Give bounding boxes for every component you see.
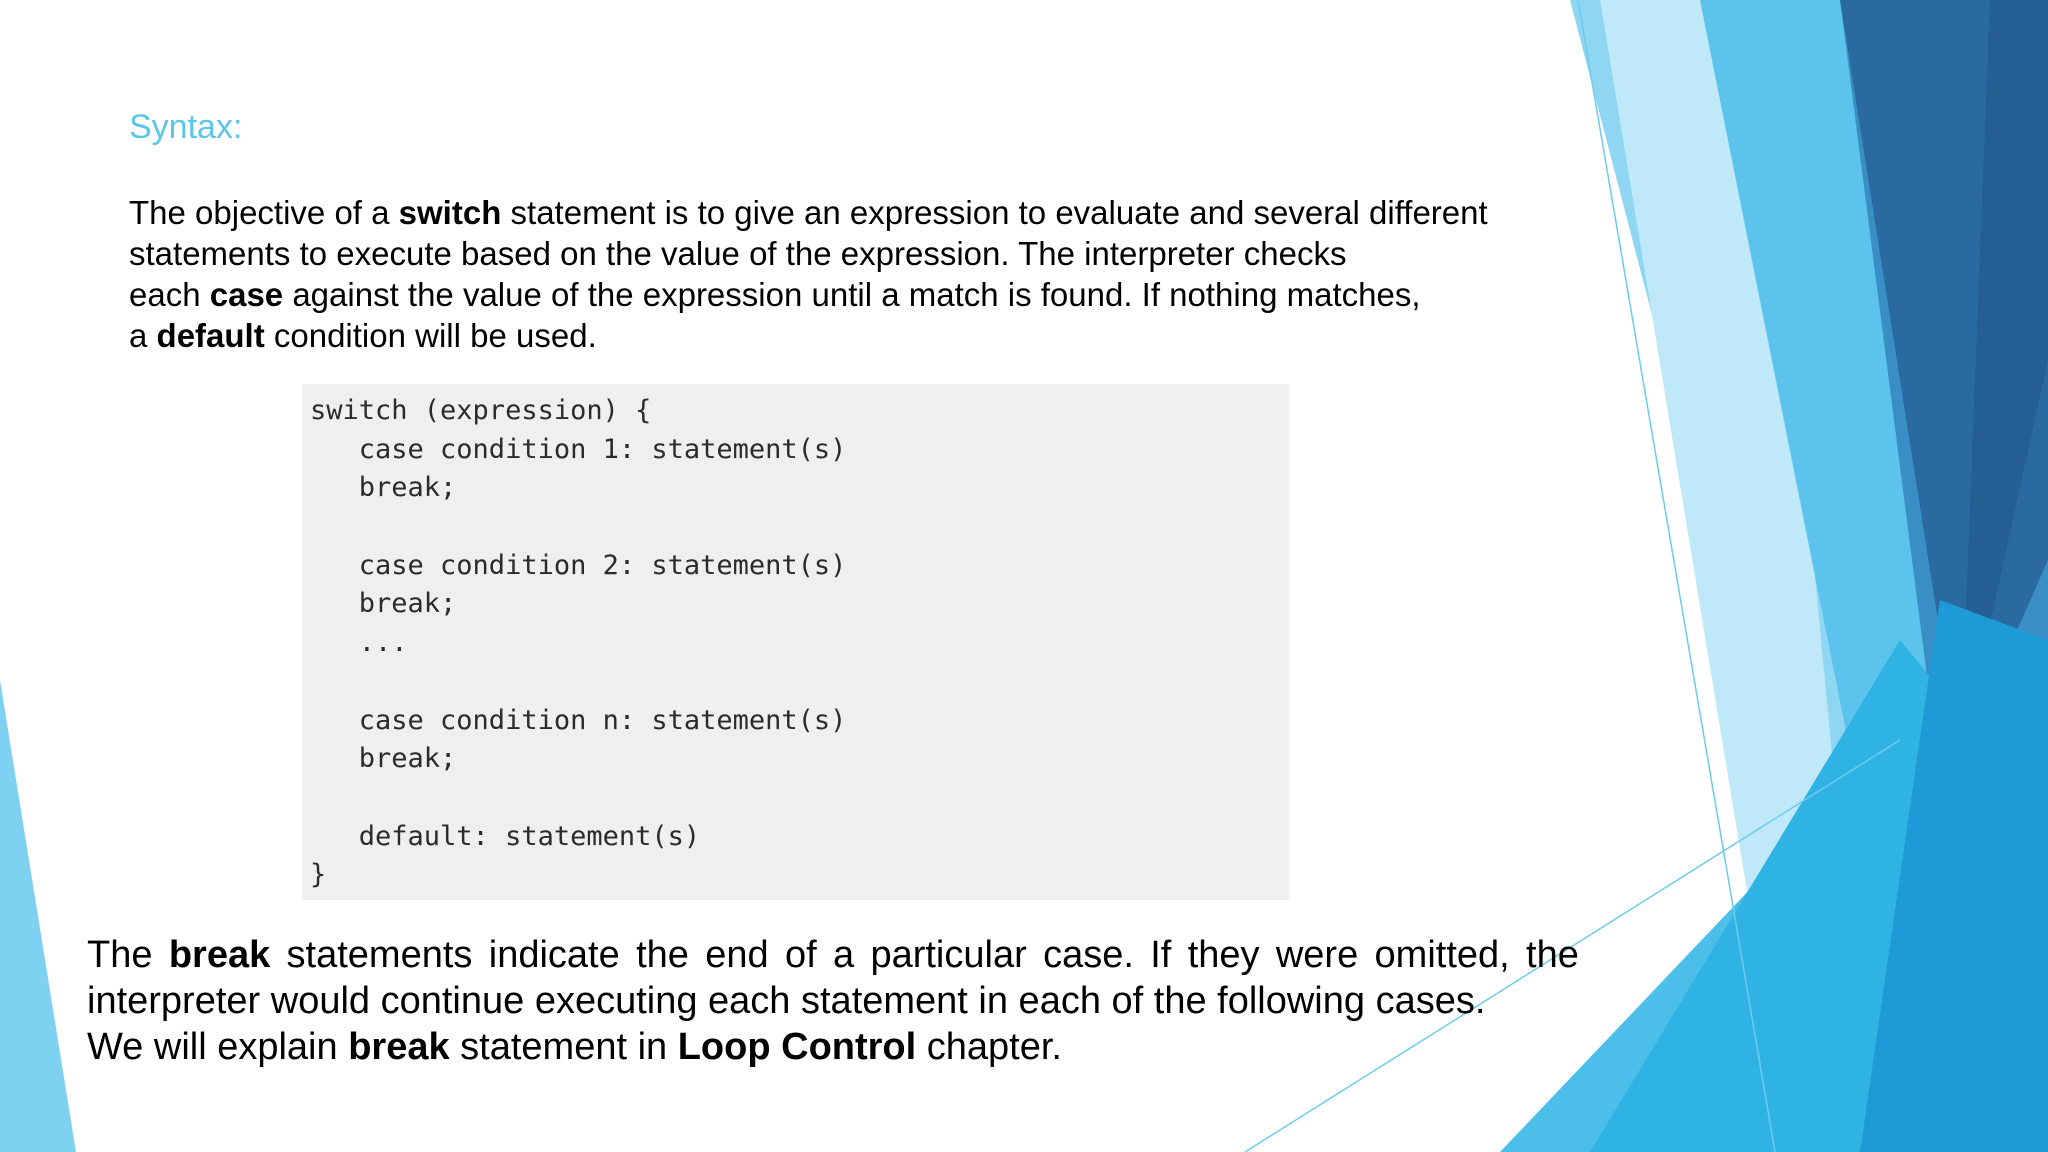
code-block	[302, 384, 1289, 900]
code-line: case condition 2: statement(s)	[310, 549, 847, 581]
code-line	[310, 663, 1289, 702]
intro-text: statement is to give an expression to evaluate and several different	[501, 194, 1488, 231]
keyword-break: break	[348, 1026, 450, 1068]
outro-word: The	[87, 934, 153, 976]
outro-word: the	[1526, 934, 1579, 976]
outro-word: case.	[1043, 934, 1134, 976]
code-line	[310, 508, 1289, 547]
outro-word: the	[636, 934, 689, 976]
keyword-case: case	[209, 276, 284, 313]
outro-word: particular	[870, 934, 1027, 976]
keyword-default: default	[156, 317, 265, 354]
outro-line	[87, 1024, 1579, 1070]
intro-line	[129, 192, 1549, 233]
intro-text: The objective of a	[129, 194, 399, 231]
intro-text: against the value of the expression until a match is found. If nothing matches,	[283, 276, 1421, 313]
intro-line	[129, 274, 1549, 315]
intro-text: condition will be used.	[264, 317, 597, 354]
outro-word: indicate	[488, 934, 620, 976]
code-line: break;	[310, 743, 457, 775]
code-line: default: statement(s)	[310, 820, 701, 852]
outro-text: We will explain	[87, 1026, 349, 1068]
outro-word: end	[705, 934, 769, 976]
intro-text: each	[129, 276, 210, 313]
keyword-switch: switch	[398, 194, 502, 231]
code-line: break;	[310, 472, 457, 504]
code-line: break;	[310, 588, 457, 620]
keyword-loop-control: Loop Control	[677, 1026, 917, 1068]
outro-word: of	[784, 934, 817, 976]
left-accent-shape	[0, 680, 76, 1152]
code-line: ...	[310, 627, 408, 659]
intro-text: a	[129, 317, 157, 354]
outro-line	[87, 932, 1579, 978]
outro-word: statements	[286, 934, 473, 976]
outro-word: If	[1150, 934, 1172, 976]
intro-line	[129, 315, 1549, 356]
code-line: case condition 1: statement(s)	[310, 433, 847, 465]
outro-paragraph	[87, 932, 1579, 1070]
keyword-break: break	[168, 934, 271, 976]
intro-line: statements to execute based on the value of the expression. The interpreter checks	[129, 235, 1347, 272]
code-line: switch (expression) {	[310, 395, 652, 426]
outro-text: chapter.	[916, 1026, 1062, 1068]
outro-word: omitted,	[1374, 934, 1510, 976]
outro-text: statement in	[449, 1026, 678, 1068]
code-line: case condition n: statement(s)	[310, 704, 847, 736]
outro-word: a	[832, 934, 855, 976]
outro-word: they	[1187, 934, 1260, 976]
outro-word: were	[1275, 934, 1359, 976]
outro-line: interpreter would continue executing each statement in each of the following cases.	[87, 980, 1486, 1022]
code-line: }	[310, 859, 327, 891]
code-line	[310, 779, 1289, 818]
intro-paragraph	[129, 192, 1549, 356]
slide-heading: Syntax:	[129, 108, 243, 146]
